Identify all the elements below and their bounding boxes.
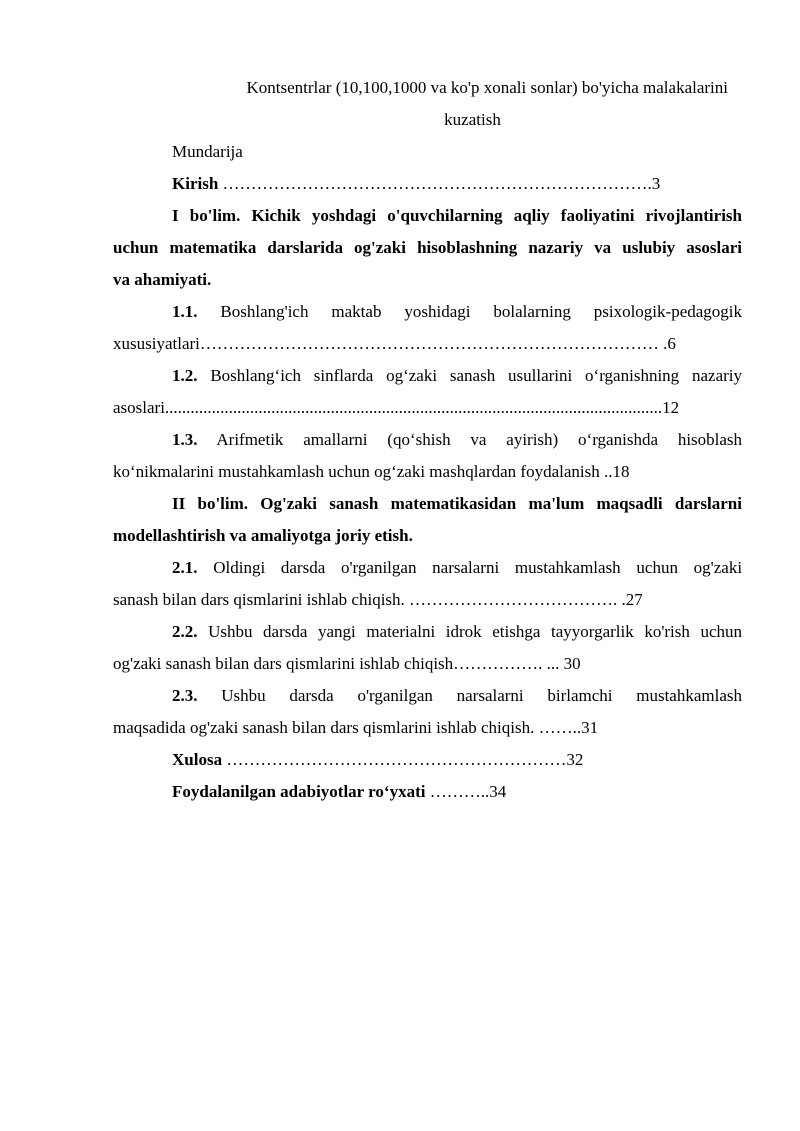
toc-part1-text-1: I bo'lim. Kichik yoshdagi o'quvchilarning aqliy faoliyatini rivojlantirish — [172, 206, 742, 225]
toc-part1-text-2: uchun matematika darslarida og'zaki hisoblashning nazariy va uslubiy asoslari — [113, 238, 742, 257]
w: hisoblash — [677, 430, 742, 449]
w: usullarini — [508, 366, 573, 385]
w: maktab — [331, 302, 382, 321]
toc-conclusion-leader: ……………………………………………………32 — [222, 750, 584, 769]
toc-section-2-3-line2: maqsadida og'zaki sanash bilan dars qismlarini ishlab chiqish. ……..31 — [113, 718, 599, 737]
toc-part1-line3: va ahamiyati. — [113, 270, 212, 289]
w: darsda — [280, 558, 326, 577]
toc-section-1-2-line2: asoslari.....................................................................................................................12 — [113, 398, 680, 417]
w: mustahkamlash — [514, 558, 621, 577]
toc-2-2-num: 2.2. — [172, 622, 198, 641]
w: o‘rganishda — [578, 430, 658, 449]
w: bolalarning — [493, 302, 571, 321]
toc-section-1-3-line2: ko‘nikmalarini mustahkamlash uchun og‘zaki mashqlardan foydalanish ..18 — [113, 462, 630, 481]
w: va — [470, 430, 487, 449]
toc-2-2-text-1: Ushbu darsda yangi materialni idrok etishga tayyorgarlik ko'rish uchun — [208, 622, 742, 641]
w: birlamchi — [547, 686, 613, 705]
w: amallarni — [303, 430, 368, 449]
w: Ushbu — [221, 686, 266, 705]
toc-section-2-3-line1 — [113, 680, 742, 712]
w: (qo‘shish — [387, 430, 451, 449]
contents-heading: Mundarija — [172, 142, 243, 161]
w: o'rganilgan — [357, 686, 433, 705]
w: yoshidagi — [404, 302, 471, 321]
toc-2-1-num: 2.1. — [172, 558, 198, 577]
w: ayirish) — [506, 430, 559, 449]
w: o'rganilgan — [340, 558, 417, 577]
toc-references-label: Foydalanilgan adabiyotlar ro‘yxati — [172, 782, 426, 801]
title-line-1: Kontsentrlar (10,100,1000 va ko'p xonali sonlar) bo'yicha malakalarini — [246, 78, 728, 97]
toc-entry-references — [113, 776, 742, 808]
w: Arifmetik — [216, 430, 284, 449]
toc-section-2-1-line2: sanash bilan dars qismlarini ishlab chiqish. ………………………………. .27 — [113, 590, 643, 609]
w: nazariy — [691, 366, 742, 385]
w: og'zaki — [693, 558, 742, 577]
w: Oldingi — [213, 558, 266, 577]
w: narsalarni — [432, 558, 500, 577]
w: o‘rganishning — [585, 366, 680, 385]
toc-section-2-1-line1 — [113, 552, 742, 584]
toc-section-2-2-line2: og'zaki sanash bilan dars qismlarini ishlab chiqish……………. ... 30 — [113, 654, 581, 673]
toc-part2-line2: modellashtirish va amaliyotga joriy etish. — [113, 526, 413, 545]
toc-entry-intro — [113, 168, 742, 200]
document-page — [113, 72, 742, 808]
toc-part2-line1 — [113, 488, 742, 520]
w: mustahkamlash — [636, 686, 742, 705]
toc-section-1-1-line1 — [113, 296, 742, 328]
toc-1-1-num: 1.1. — [172, 302, 198, 321]
toc-section-2-2-line1 — [113, 616, 742, 648]
w: og‘zaki — [386, 366, 438, 385]
toc-part1-line1 — [113, 200, 742, 232]
w: Boshlang‘ich — [210, 366, 301, 385]
toc-references-leader: ………..34 — [425, 782, 507, 801]
w: narsalarni — [456, 686, 524, 705]
w: sinflarda — [313, 366, 374, 385]
toc-intro-label: Kirish — [172, 174, 219, 193]
w: darsda — [289, 686, 334, 705]
toc-conclusion-label: Xulosa — [172, 750, 223, 769]
w: uchun — [636, 558, 678, 577]
title-line-2: kuzatish — [444, 110, 501, 129]
toc-2-3-num: 2.3. — [172, 686, 198, 705]
document-title — [113, 72, 742, 136]
toc-1-2-num: 1.2. — [172, 366, 198, 385]
toc-section-1-1-line2: xususiyatlari……………………………………………………………………… .6 — [113, 334, 676, 353]
toc-section-1-3-line1 — [113, 424, 742, 456]
w: Boshlang'ich — [220, 302, 309, 321]
w: psixologik-pedagogik — [593, 302, 742, 321]
toc-entry-conclusion — [113, 744, 742, 776]
toc-1-3-num: 1.3. — [172, 430, 198, 449]
toc-intro-leader: ………………………………………………………………….3 — [218, 174, 661, 193]
toc-section-1-2-line1 — [113, 360, 742, 392]
toc-part2-text-1: II bo'lim. Og'zaki sanash matematikasidan ma'lum maqsadli darslarni — [172, 494, 742, 513]
toc-part1-line2 — [113, 232, 742, 264]
w: sanash — [449, 366, 496, 385]
